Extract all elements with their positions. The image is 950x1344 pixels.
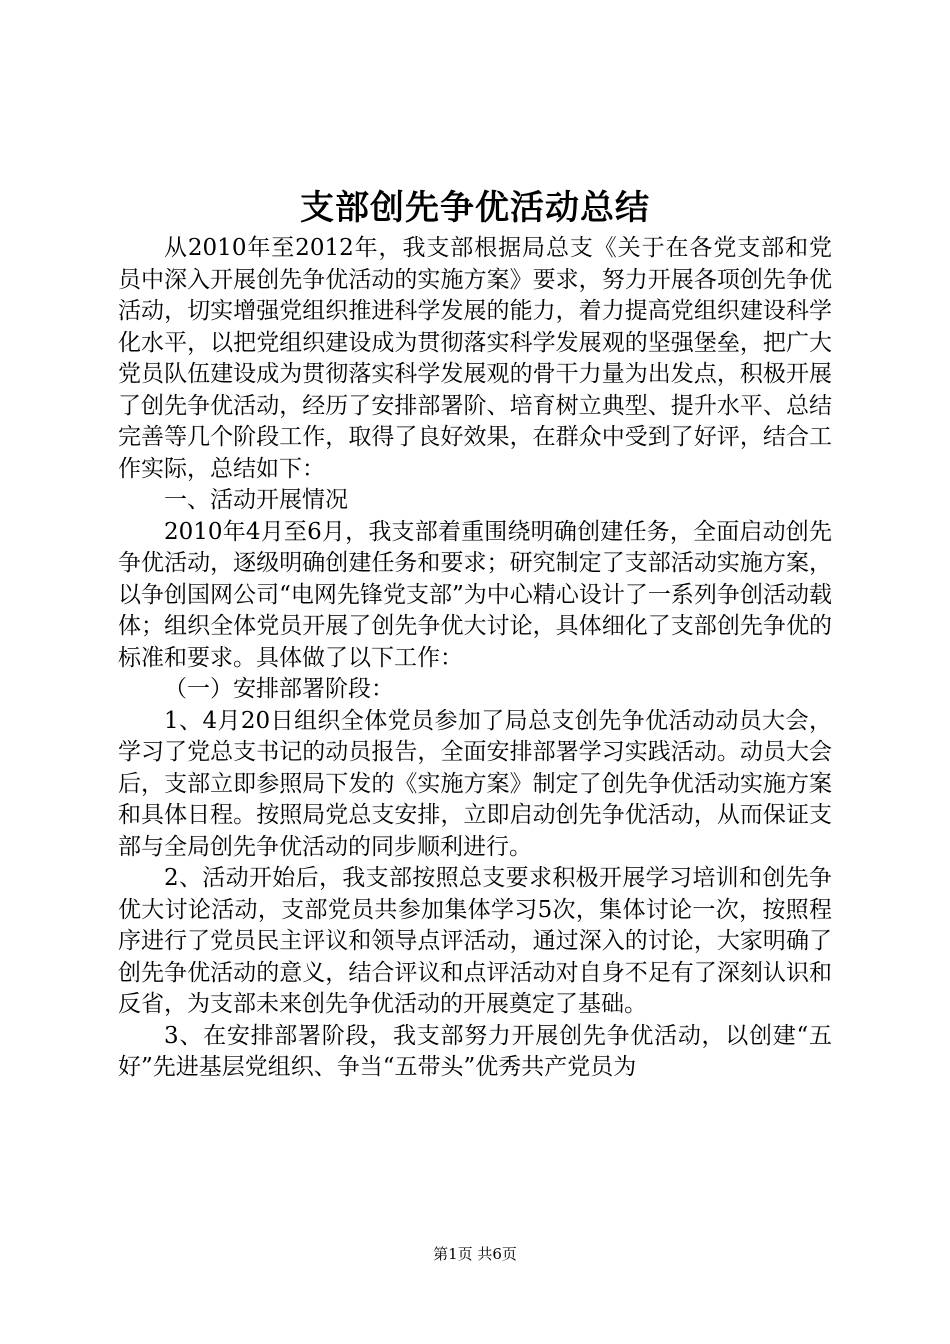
- document-body: [118, 233, 832, 1084]
- subsection-heading: （一）安排部署阶段：: [164, 676, 394, 702]
- body-paragraph: 1、4月20日组织全体党员参加了局总支创先争优活动动员大会，学习了党总支书记的动员报告，全面安排部署学习实践活动。动员大会后，支部立即参照局下发的《实施方案》制定了创先争优活动实施方案和具体日程。按照局党总支安排，立即启动创先争优活动，从而保证支部与全局创先争优活动的同步顺利进行。: [118, 707, 832, 860]
- section-heading: 一、活动开展情况: [164, 487, 348, 513]
- document-title: 支部创先争优活动总结: [300, 188, 650, 228]
- intro-paragraph: 从2010年至2012年，我支部根据局总支《关于在各党支部和党员中深入开展创先争优活动的实施方案》要求，努力开展各项创先争优活动，切实增强党组织推进科学发展的能力，着力提高党组织建设科学化水平，以把党组织建设成为贯彻落实科学发展观的坚强堡垒，把广大党员队伍建设成为贯彻落实科学发展观的骨干力量为出发点，积极开展了创先争优活动，经历了安排部署阶、培育树立典型、提升水平、总结完善等几个阶段工作，取得了良好效果，在群众中受到了好评，结合工作实际，总结如下：: [118, 235, 832, 482]
- body-paragraph: 2010年4月至6月，我支部着重围绕明确创建任务，全面启动创先争优活动，逐级明确创建任务和要求；研究制定了支部活动实施方案，以争创国网公司“电网先锋党支部”为中心精心设计了一系列争创活动载体；组织全体党员开展了创先争优大讨论，具体细化了支部创先争优的标准和要求。具体做了以下工作：: [118, 518, 832, 671]
- page-number-footer: 第1页 共6页: [433, 1245, 517, 1263]
- body-paragraph: 3、在安排部署阶段，我支部努力开展创先争优活动，以创建“五好”先进基层党组织、争当“五带头”优秀共产党员为: [118, 1022, 832, 1080]
- body-paragraph: 2、活动开始后，我支部按照总支要求积极开展学习培训和创先争优大讨论活动，支部党员共参加集体学习5次，集体讨论一次，按照程序进行了党员民主评议和领导点评活动，通过深入的讨论，大家明确了创先争优活动的意义，结合评议和点评活动对自身不足有了深刻认识和反省，为支部未来创先争优活动的开展奠定了基础。: [118, 865, 832, 1017]
